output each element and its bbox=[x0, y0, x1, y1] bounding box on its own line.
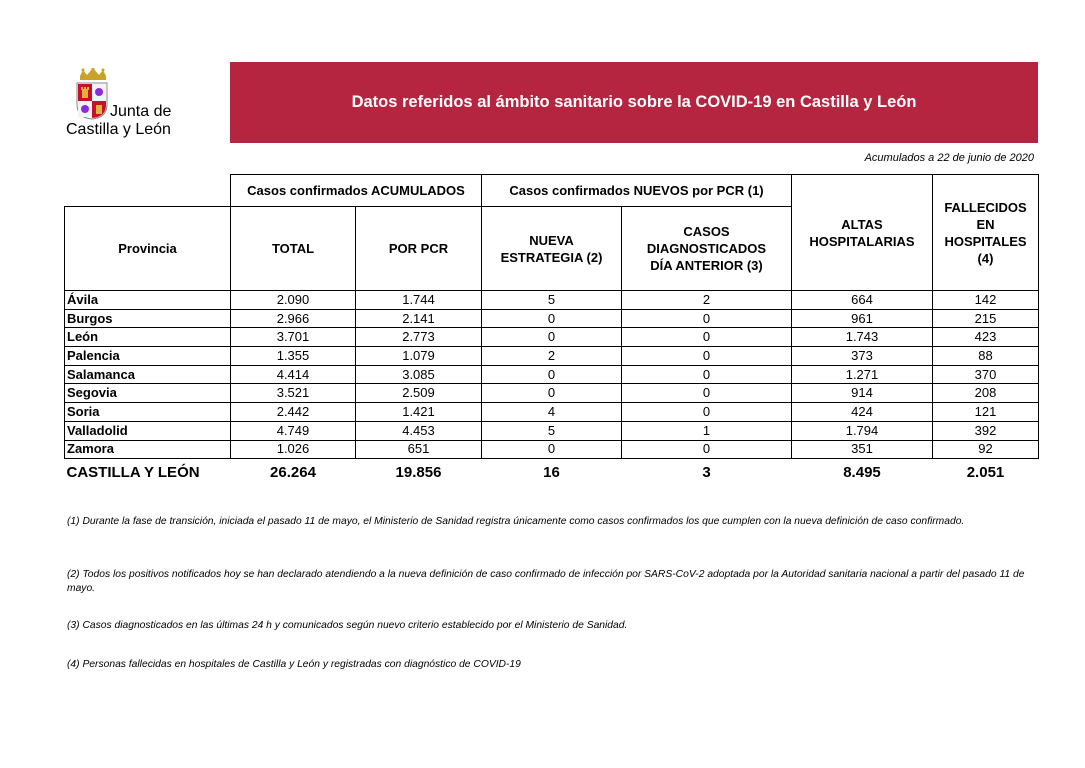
cell-casos-dia-anterior: 0 bbox=[622, 440, 792, 459]
cell-por-pcr: 1.421 bbox=[356, 403, 482, 422]
cell-total: 3.521 bbox=[231, 384, 356, 403]
cell-por-pcr: 651 bbox=[356, 440, 482, 459]
cell-nueva-estrategia: 0 bbox=[482, 384, 622, 403]
cell-casos-dia-anterior: 0 bbox=[622, 347, 792, 366]
cell-altas: 424 bbox=[792, 403, 933, 422]
cell-altas: 373 bbox=[792, 347, 933, 366]
cell-provincia: Burgos bbox=[65, 309, 231, 328]
table-row bbox=[65, 291, 1039, 310]
cell-total: 1.355 bbox=[231, 347, 356, 366]
table-row bbox=[65, 309, 1039, 328]
empty-corner bbox=[65, 175, 231, 207]
logo-text-line2: Castilla y León bbox=[66, 121, 171, 138]
cell-por-pcr: 1.744 bbox=[356, 291, 482, 310]
footnote-3: (3) Casos diagnosticados en las últimas 24 h y comunicados según nuevo criterio establecido por el Ministerio de Sanidad. bbox=[67, 620, 628, 631]
banner-title: Datos referidos al ámbito sanitario sobre la COVID-19 en Castilla y León bbox=[351, 93, 917, 111]
cell-casos-dia-anterior: 0 bbox=[622, 384, 792, 403]
total-total: 26.264 bbox=[270, 463, 316, 481]
total-fallecidos: 2.051 bbox=[966, 463, 1005, 481]
header-fallecidos: FALLECIDOS EN HOSPITALES (4) bbox=[933, 175, 1039, 291]
cell-fallecidos: 215 bbox=[933, 309, 1039, 328]
header-group-acumulados: Casos confirmados ACUMULADOS bbox=[231, 175, 482, 207]
table-row bbox=[65, 384, 1039, 403]
cell-nueva-estrategia: 0 bbox=[482, 440, 622, 459]
covid-data-table bbox=[64, 174, 1039, 485]
table-row bbox=[65, 328, 1039, 347]
cell-total: 4.414 bbox=[231, 365, 356, 384]
title-banner bbox=[230, 62, 1038, 143]
cell-provincia: Soria bbox=[65, 403, 231, 422]
cell-altas: 914 bbox=[792, 384, 933, 403]
cell-total: 2.090 bbox=[231, 291, 356, 310]
cell-nueva-estrategia: 0 bbox=[482, 309, 622, 328]
cell-fallecidos: 208 bbox=[933, 384, 1039, 403]
cell-fallecidos: 370 bbox=[933, 365, 1039, 384]
cell-provincia: Ávila bbox=[65, 291, 231, 310]
total-nueva-estrategia: 16 bbox=[543, 463, 560, 481]
table-row bbox=[65, 365, 1039, 384]
cell-fallecidos: 423 bbox=[933, 328, 1039, 347]
cell-provincia: Valladolid bbox=[65, 421, 231, 440]
cell-casos-dia-anterior: 0 bbox=[622, 328, 792, 347]
total-altas: 8.495 bbox=[843, 463, 881, 481]
cell-casos-dia-anterior: 1 bbox=[622, 421, 792, 440]
cell-total: 2.442 bbox=[231, 403, 356, 422]
cell-por-pcr: 4.453 bbox=[356, 421, 482, 440]
header-provincia: Provincia bbox=[65, 207, 231, 291]
cell-nueva-estrategia: 0 bbox=[482, 365, 622, 384]
cell-casos-dia-anterior: 0 bbox=[622, 365, 792, 384]
cell-fallecidos: 92 bbox=[933, 440, 1039, 459]
cell-nueva-estrategia: 0 bbox=[482, 328, 622, 347]
cell-altas: 1.271 bbox=[792, 365, 933, 384]
cell-altas: 1.743 bbox=[792, 328, 933, 347]
cell-total: 1.026 bbox=[231, 440, 356, 459]
cell-por-pcr: 2.141 bbox=[356, 309, 482, 328]
cell-nueva-estrategia: 4 bbox=[482, 403, 622, 422]
cell-por-pcr: 1.079 bbox=[356, 347, 482, 366]
cell-nueva-estrategia: 5 bbox=[482, 291, 622, 310]
table-row bbox=[65, 347, 1039, 366]
header-casos-dia-anterior: CASOS DIAGNOSTICADOS DÍA ANTERIOR (3) bbox=[622, 207, 792, 291]
total-por-pcr: 19.856 bbox=[395, 463, 442, 481]
cell-fallecidos: 121 bbox=[933, 403, 1039, 422]
cell-fallecidos: 88 bbox=[933, 347, 1039, 366]
cell-altas: 1.794 bbox=[792, 421, 933, 440]
coat-of-arms-icon bbox=[76, 82, 108, 120]
cell-por-pcr: 2.509 bbox=[356, 384, 482, 403]
cell-provincia: Zamora bbox=[65, 440, 231, 459]
cell-nueva-estrategia: 2 bbox=[482, 347, 622, 366]
cell-provincia: Segovia bbox=[65, 384, 231, 403]
total-row bbox=[65, 459, 1039, 486]
cell-total: 2.966 bbox=[231, 309, 356, 328]
cell-altas: 961 bbox=[792, 309, 933, 328]
table-row bbox=[65, 421, 1039, 440]
cell-provincia: Salamanca bbox=[65, 365, 231, 384]
cell-nueva-estrategia: 5 bbox=[482, 421, 622, 440]
table-row bbox=[65, 440, 1039, 459]
cell-provincia: León bbox=[65, 328, 231, 347]
footnote-4: (4) Personas fallecidas en hospitales de Castilla y León y registradas con diagnóstico de COVID-19 bbox=[67, 659, 521, 670]
date-note: Acumulados a 22 de junio de 2020 bbox=[864, 152, 1034, 164]
header-nueva-estrategia: NUEVA ESTRATEGIA (2) bbox=[482, 207, 622, 291]
footnote-1: (1) Durante la fase de transición, iniciada el pasado 11 de mayo, el Ministerio de Sanidad registra únicamente como casos confirmados los que cumplen con la nueva definición de caso confirmado. bbox=[67, 516, 965, 527]
junta-logo bbox=[62, 66, 202, 142]
cell-por-pcr: 3.085 bbox=[356, 365, 482, 384]
cell-casos-dia-anterior: 2 bbox=[622, 291, 792, 310]
cell-por-pcr: 2.773 bbox=[356, 328, 482, 347]
crown-icon bbox=[78, 68, 108, 82]
cell-altas: 351 bbox=[792, 440, 933, 459]
header-total: TOTAL bbox=[231, 207, 356, 291]
header-altas: ALTAS HOSPITALARIAS bbox=[792, 175, 933, 291]
total-provincia: CASTILLA Y LEÓN bbox=[66, 463, 200, 481]
cell-total: 4.749 bbox=[231, 421, 356, 440]
header-por-pcr: POR PCR bbox=[356, 207, 482, 291]
cell-casos-dia-anterior: 0 bbox=[622, 403, 792, 422]
header-group-nuevos: Casos confirmados NUEVOS por PCR (1) bbox=[482, 175, 792, 207]
cell-total: 3.701 bbox=[231, 328, 356, 347]
footnote-2: (2) Todos los positivos notificados hoy se han declarado atendiendo a la nueva definición de caso confirmado de infección por SARS-CoV-2 adoptada por la Autoridad sanitaria nacional a partir del pasado 11 de mayo. bbox=[67, 569, 1025, 594]
cell-casos-dia-anterior: 0 bbox=[622, 309, 792, 328]
table-row bbox=[65, 403, 1039, 422]
cell-provincia: Palencia bbox=[65, 347, 231, 366]
cell-fallecidos: 142 bbox=[933, 291, 1039, 310]
total-casos-dia-anterior: 3 bbox=[702, 463, 711, 481]
logo-text-line1: Junta de bbox=[110, 103, 172, 120]
cell-fallecidos: 392 bbox=[933, 421, 1039, 440]
cell-altas: 664 bbox=[792, 291, 933, 310]
